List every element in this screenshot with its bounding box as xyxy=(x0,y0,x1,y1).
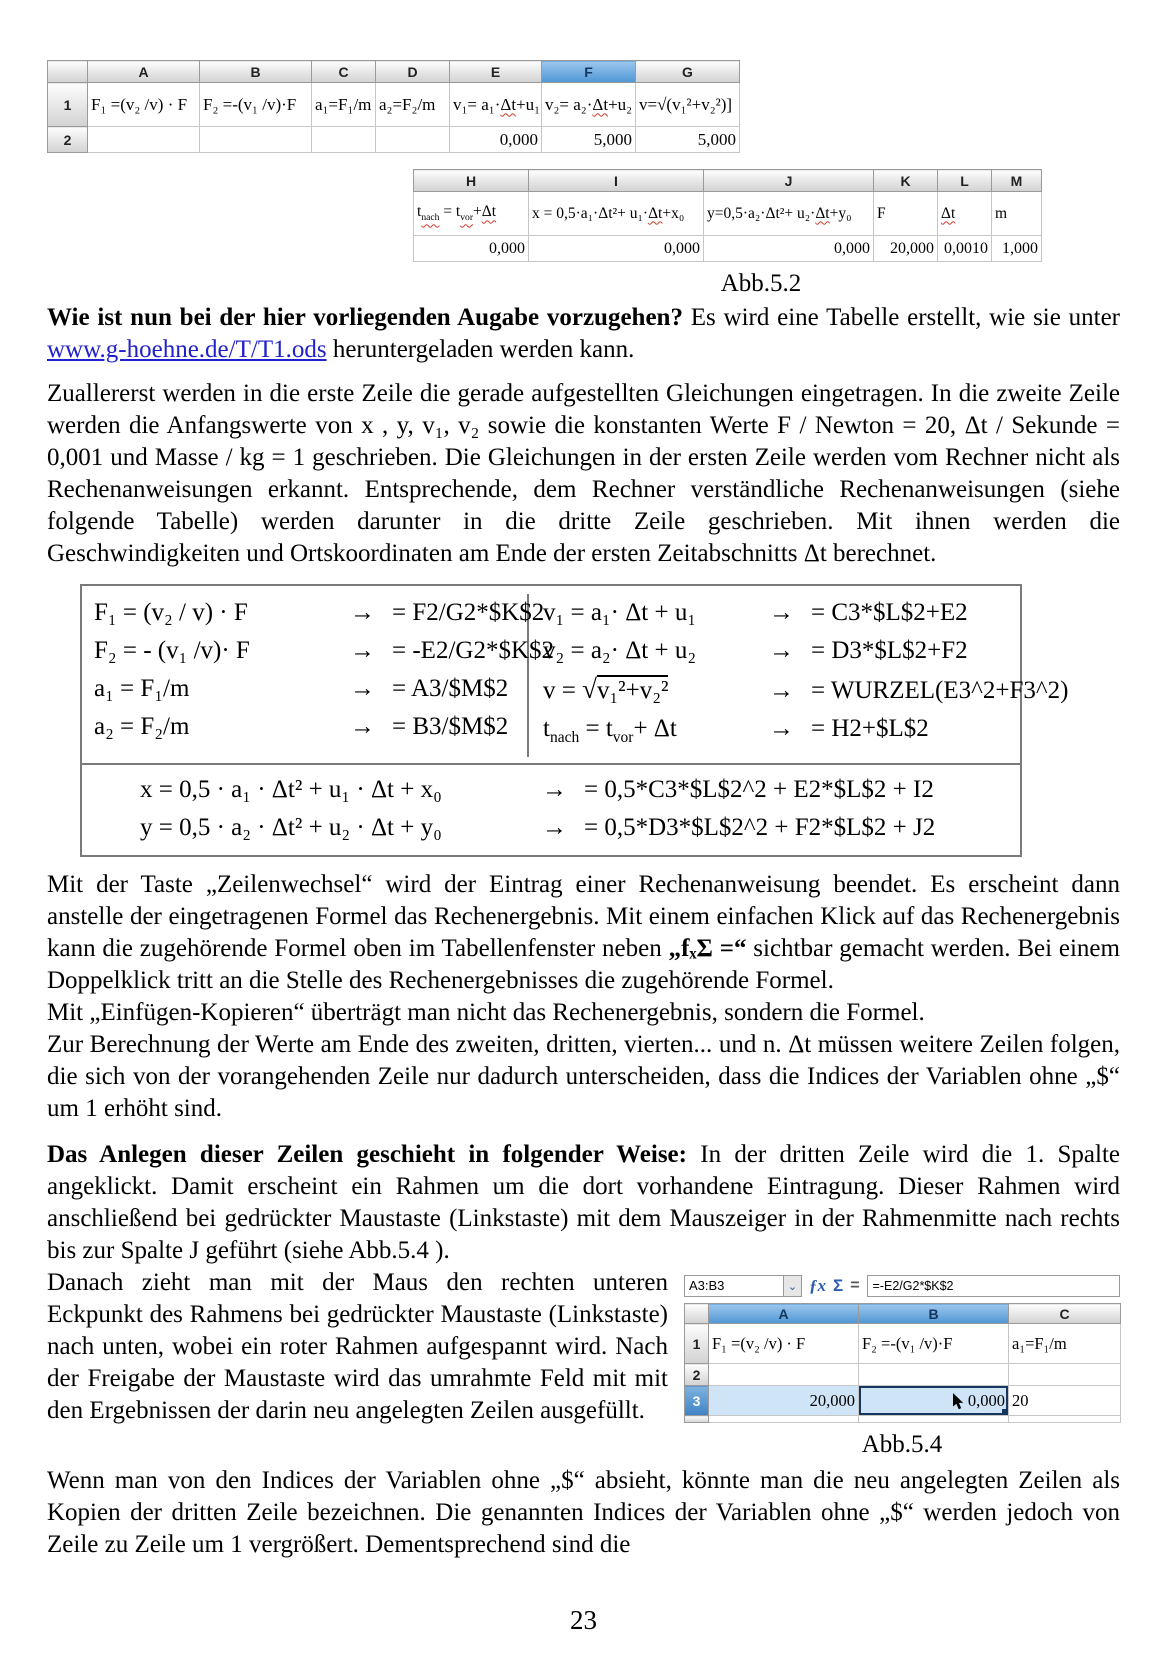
formula-rhs: = D3*$L$2+F2 xyxy=(811,637,968,664)
cell-J1: y=0,5·a₂·Δt²+ u₂·Δt+y₀ xyxy=(704,192,874,236)
formula-bar xyxy=(684,1271,1120,1301)
cell-K2: 20,000 xyxy=(874,236,938,262)
name-box-value: A3:B3 xyxy=(689,1278,725,1293)
question-lead: Wie ist nun bei der hier vorliegenden Augabe vorzugehen? xyxy=(47,304,683,331)
formula-rhs: = A3/$M$2 xyxy=(392,675,509,702)
cell-L2: 0,0010 xyxy=(938,236,992,262)
cell-empty xyxy=(859,1364,1009,1386)
cell-empty xyxy=(88,127,200,153)
sum-icon: Σ xyxy=(833,1276,844,1295)
cell-empty xyxy=(1009,1364,1121,1386)
formula-rhs: = C3*$L$2+E2 xyxy=(811,599,968,626)
formula-row-v xyxy=(543,670,1068,710)
formula-row-a2 xyxy=(94,708,527,746)
paragraph-setup: Zuallererst werden in die erste Zeile die gerade aufgestellten Gleichungen eingetragen. In die zweite Zeile werden die Anfangswerte von x , y, v₁, v₂ sowie die konstanten Werte F / Newton = 20, Δt / Sekunde = 0,001 und Masse / kg = 1 geschrieben. Die Gleichungen in der ersten Zeile werden vom Rechner nicht als Rechenanweisungen erkannt. Entsprechende, dem Rechner verständliche Rechenanweisungen (siehe folgende Tabelle) werden darunter in die dritte Zeile geschrieben. Mit ihnen werden die Geschwindigkeiten und Ortskoordinaten am Ende der ersten Zeitabschnitts Δt berechnet. xyxy=(47,380,1120,567)
cell-B1: F₂ =-(v₁ /v)·F xyxy=(200,83,312,127)
paragraph-zeilenwechsel xyxy=(47,869,1120,997)
column-header-i: I xyxy=(529,170,704,192)
cell-I1: x = 0,5·a₁·Δt²+ u₁·Δt+x₀ xyxy=(529,192,704,236)
arrow-icon: → xyxy=(769,637,794,664)
cell-empty xyxy=(1009,1416,1121,1423)
paragraph-drag-handle: Danach zieht man mit der Maus den rechten unteren Eckpunkt des Rahmens bei gedrückter Maustaste (Linkstaste) nach unten, wobei ein roter Rahmen aufgespannt wird. Nach der Freigabe der Maustaste wird das umrahmte Feld mit mit den Ergebnissen der darin neu angelegten Zeilen ausgefüllt. xyxy=(47,1269,668,1424)
cell-C1: a₁=F₁/m xyxy=(1009,1324,1121,1364)
formula-row-v2 xyxy=(543,632,1068,670)
cell-L1: Δt xyxy=(938,192,992,236)
formula-reference-table xyxy=(80,584,1069,857)
formula-rhs: = -E2/G2*$K$2 xyxy=(392,637,554,664)
figure-abb54 xyxy=(684,1271,1120,1459)
column-header-b: B xyxy=(200,61,312,83)
intro-text-end: heruntergeladen werden kann. xyxy=(326,336,635,363)
paragraph-anlegen xyxy=(47,1139,1120,1267)
column-header-k: K xyxy=(874,170,938,192)
page-number: 23 xyxy=(570,1605,597,1635)
formula-lhs: v₂ = a₂· Δt + u₂ xyxy=(543,637,697,664)
column-header-l: L xyxy=(938,170,992,192)
spreadsheet-abb54 xyxy=(684,1303,1121,1423)
cell-E2: 0,000 xyxy=(450,127,542,153)
cell-H1: $t_{nach} = t_{vor}+\Delta t$ xyxy=(414,192,529,236)
formula-input: =-E2/G2*$K$2 xyxy=(867,1275,1120,1297)
cell-F1: v₂= a₂·Δt+u₂ xyxy=(542,83,636,127)
formula-lhs: y = 0,5 · a₂ · Δt² + u₂ · Δt + y₀ xyxy=(140,814,442,841)
cell-I2: 0,000 xyxy=(529,236,704,262)
column-header-h: H xyxy=(414,170,529,192)
formula-row-a1 xyxy=(94,670,527,708)
formula-lhs: a₂ = F₂/m xyxy=(94,713,190,740)
paragraph-kopien: Wenn man von den Indices der Variablen ohne „$“ absieht, könnte man die neu angelegten Zeilen als Kopien der dritten Zeile bezeichnen. Die genannten Indices der Variablen ohne „$“ werden jedoch von Zeile zu Zeile um 1 vergrößert. Dementsprechend sind die xyxy=(47,1467,1120,1558)
column-header-f-selected: F xyxy=(542,61,636,83)
cell-empty xyxy=(200,127,312,153)
download-link[interactable]: www.g-hoehne.de/T/T1.ods xyxy=(47,336,327,363)
row-header-3-selected: 3 xyxy=(685,1386,709,1416)
column-header-g: G xyxy=(636,61,740,83)
cell-J2: 0,000 xyxy=(704,236,874,262)
formula-lhs: a₁ = F₁/m xyxy=(94,675,190,702)
cell-B1: F₂ =-(v₁ /v)·F xyxy=(859,1324,1009,1364)
cell-E1: v₁= a₁·Δt+u₁ xyxy=(450,83,542,127)
formula-table-upper xyxy=(82,586,1069,765)
formula-lhs: x = 0,5 · a₁ · Δt² + u₁ · Δt + x₀ xyxy=(140,776,442,803)
paragraph-weitere-zeilen: Zur Berechnung der Werte am Ende des zweiten, dritten, vierten... und n. Δt müssen weitere Zeilen folgen, die sich von der vorangehenden Zeile nur dadurch unterscheiden, dass die Indices der Variablen ohne „$“ um 1 erhöht sind. xyxy=(47,1031,1120,1122)
arrow-icon: → xyxy=(542,814,567,841)
cell-M1: m xyxy=(992,192,1042,236)
cell-empty xyxy=(376,127,450,153)
figure-caption-abb54: Abb.5.4 xyxy=(861,1431,943,1458)
cell-empty xyxy=(709,1364,859,1386)
text: Mit der Taste „Zeilenwechsel“ wird der Eintrag einer Rechenanweisung beendet. Es erscheint dann anstelle der eingetragenen Formel das Rechenergebnis. Mit einem einfachen Klick auf das Rechenergebnis kann die zugehörende Formel oben im Tabellenfenster neben xyxy=(47,871,1120,962)
formula-row-v1 xyxy=(543,594,1068,632)
arrow-icon: → xyxy=(769,599,794,626)
arrow-icon: → xyxy=(769,677,794,704)
formula-rhs: = H2+$L$2 xyxy=(811,715,929,742)
formula-row-f2 xyxy=(94,632,554,670)
anlegen-lead: Das Anlegen dieser Zeilen geschieht in folgender Weise: xyxy=(47,1141,687,1168)
arrow-icon: → xyxy=(769,715,794,742)
row-header-4-partial xyxy=(685,1416,709,1423)
column-header-d: D xyxy=(376,61,450,83)
column-header-j: J xyxy=(704,170,874,192)
formula-rhs: = B3/$M$2 xyxy=(392,713,509,740)
formula-row-t xyxy=(543,710,1068,757)
arrow-icon: → xyxy=(350,713,375,740)
arrow-icon: → xyxy=(542,776,567,803)
row-header-1: 1 xyxy=(685,1324,709,1364)
formula-lhs: F₂ = - (v₁ /v)· F xyxy=(94,637,250,664)
formula-table-lower xyxy=(82,765,1020,855)
mouse-cursor-icon xyxy=(952,1393,965,1410)
column-header-a-selected: A xyxy=(709,1304,859,1324)
formula-rhs: = F2/G2*$K$2 xyxy=(392,599,545,626)
arrow-icon: → xyxy=(350,599,375,626)
formula-rhs: = WURZEL(E3^2+F3^2) xyxy=(811,677,1069,704)
cell-empty xyxy=(709,1416,859,1423)
cell-C3: 20 xyxy=(1009,1386,1121,1416)
cell-A3: 20,000 xyxy=(709,1386,859,1416)
arrow-icon: → xyxy=(350,637,375,664)
spreadsheet-abb52-columns-a-g xyxy=(47,60,740,153)
formula-table-right-column xyxy=(529,594,1068,757)
fill-handle xyxy=(1002,1409,1008,1415)
formula-lhs: F₁ = (v₂ / v) · F xyxy=(94,599,248,626)
column-header-c: C xyxy=(1009,1304,1121,1324)
spreadsheet-abb52-columns-h-m xyxy=(413,169,1042,262)
column-header-e: E xyxy=(450,61,542,83)
intro-text: Es wird eine Tabelle erstellt, wie sie unter xyxy=(682,304,1120,331)
cell-M2: 1,000 xyxy=(992,236,1042,262)
formula-table-left-column xyxy=(82,594,554,757)
cell-G1: v=√(v₁²+v₂²)] xyxy=(636,83,740,127)
chevron-down-icon: ⌄ xyxy=(783,1276,801,1296)
column-header-m: M xyxy=(992,170,1042,192)
text: sichtbar gemacht werden. Bei einem Doppelklick tritt an die Stelle des Rechenergebnisses die zugehörende Formel. xyxy=(47,935,1120,994)
cell-B3-selected xyxy=(859,1386,1009,1416)
sheet-corner xyxy=(48,61,88,83)
sheet-corner xyxy=(685,1304,709,1324)
formula-rhs: = 0,5*D3*$L$2^2 + F2*$L$2 + J2 xyxy=(584,814,936,841)
cell-K1: F xyxy=(874,192,938,236)
column-header-b-selected: B xyxy=(859,1304,1009,1324)
figure-caption-abb52: Abb.5.2 xyxy=(720,270,802,297)
column-header-a: A xyxy=(88,61,200,83)
formula-row-f1 xyxy=(94,594,545,632)
cell-empty xyxy=(312,127,376,153)
formula-lhs: v₁ = a₁· Δt + u₁ xyxy=(543,599,697,626)
formula-equals-icon: = xyxy=(850,1277,860,1294)
formula-row-x xyxy=(140,771,1020,809)
cell-H2: 0,000 xyxy=(414,236,529,262)
cell-D1: a₂=F₂/m xyxy=(376,83,450,127)
row-header-2: 2 xyxy=(685,1364,709,1386)
function-wizard-icon: ƒx xyxy=(809,1276,826,1295)
row-header-1: 1 xyxy=(48,83,88,127)
cell-F2: 5,000 xyxy=(542,127,636,153)
cell-B3-value: 0,000 xyxy=(967,1390,1005,1410)
formula-row-y xyxy=(140,809,1020,847)
text: In der dritten Zeile wird die 1. Spalte angeklickt. Damit erscheint ein Rahmen um die dort vorhandene Eintragung. Dieser Rahmen wird anschließend bei gedrückter Maustaste (Linkstaste) mit dem Mauszeiger in der Rahmenmitte nach rechts bis zur Spalte J geführt (siehe Abb.5.4 ). xyxy=(47,1141,1120,1264)
row-header-2: 2 xyxy=(48,127,88,153)
cell-C1: a₁=F₁/m xyxy=(312,83,376,127)
fx-sigma-reference: „fₓΣ =“ xyxy=(668,935,747,962)
formula-rhs: = 0,5*C3*$L$2^2 + E2*$L$2 + I2 xyxy=(584,776,934,803)
paragraph-einfuegen-kopieren: Mit „Einfügen-Kopieren“ überträgt man nicht das Rechenergebnis, sondern die Formel. xyxy=(47,999,925,1026)
paragraph-intro xyxy=(47,302,1120,366)
column-header-c: C xyxy=(312,61,376,83)
cell-empty xyxy=(859,1416,1009,1423)
arrow-icon: → xyxy=(350,675,375,702)
name-box xyxy=(684,1275,802,1297)
formula-lhs: v = √v₁²+v₂² xyxy=(543,674,669,704)
formula-lhs: $t_{nach} = t_{vor}+ \Delta t$ xyxy=(543,715,677,746)
cell-A1: F₁ =(v₂ /v) · F xyxy=(709,1324,859,1364)
cell-G2: 5,000 xyxy=(636,127,740,153)
cell-A1: F₁ =(v₂ /v) · F xyxy=(88,83,200,127)
